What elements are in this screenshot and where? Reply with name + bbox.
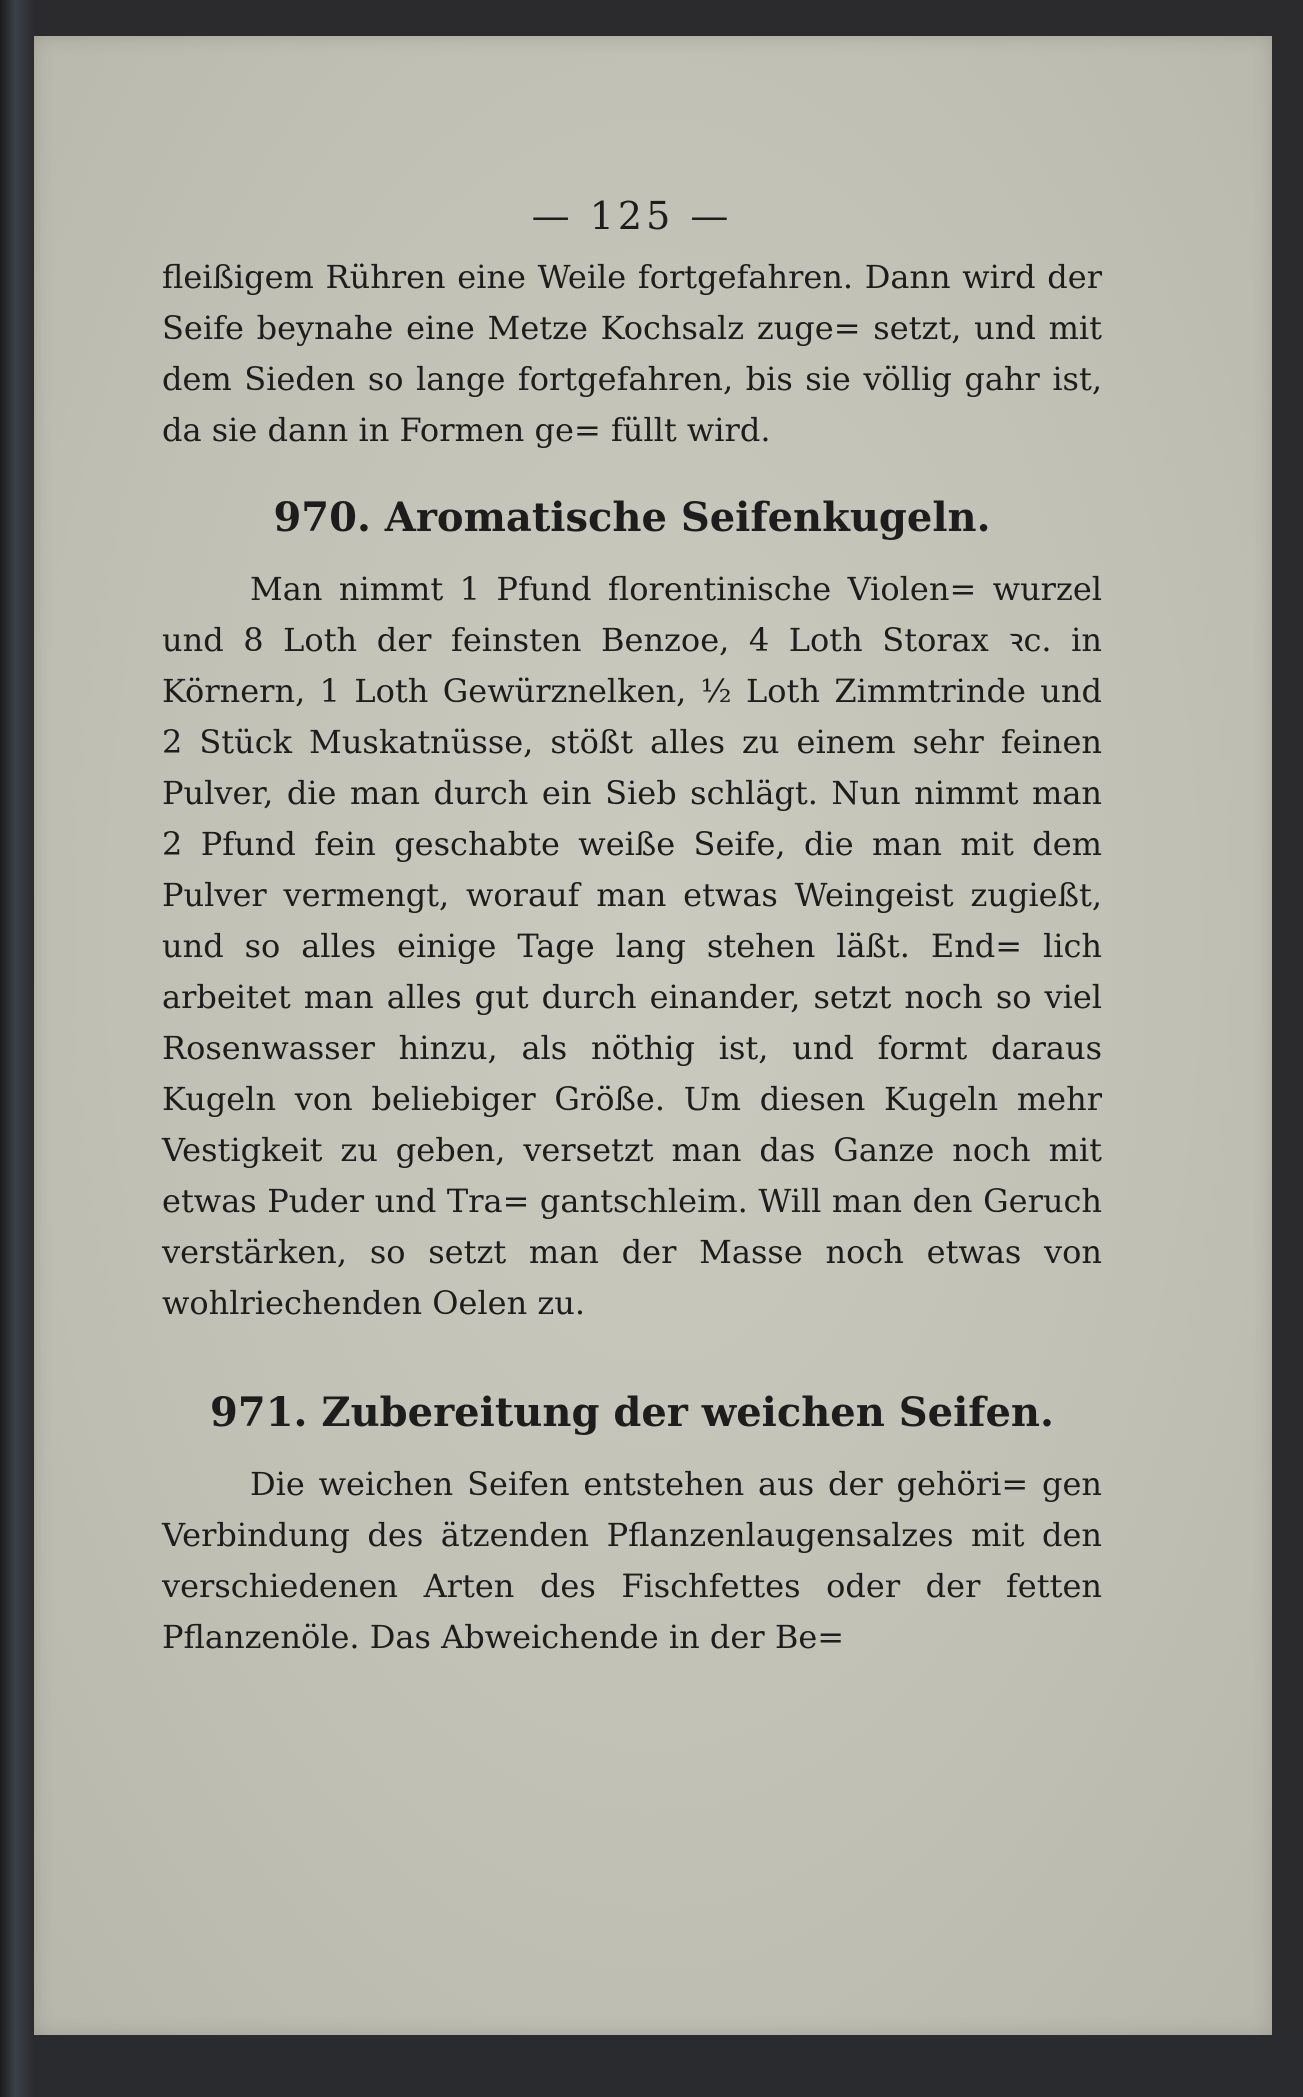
- page-number: — 125 —: [531, 194, 733, 238]
- section-heading-971: 971. Zubereitung der weichen Seifen.: [210, 1389, 1054, 1436]
- paragraph-continued: fleißigem Rühren eine Weile fortgefahren. Dann wird der Seife beynahe eine Metze Kochsalz zuge= setzt, und mit dem Sieden so lange fortgefahren, bis sie völlig gahr ist, da sie dann in Formen ge= füllt wird.: [162, 258, 1102, 449]
- background-bottom: [34, 2035, 1303, 2097]
- section-heading-970: 970. Aromatische Seifenkugeln.: [273, 494, 991, 541]
- paragraph-971: Die weichen Seifen entstehen aus der gehöri= gen Verbindung des ätzenden Pflanzenlaugensalzes mit den verschiedenen Arten des Fischfettes oder der fetten Pflanzenöle. Das Abweichende in der Be=: [162, 1465, 1102, 1656]
- book-page: [34, 36, 1272, 2035]
- book-spine-edge: [0, 0, 34, 2097]
- page-text: [162, 186, 1102, 1663]
- paragraph-970: Man nimmt 1 Pfund florentinische Violen= wurzel und 8 Loth der feinsten Benzoe, 4 Loth Storax ꝛc. in Körnern, 1 Loth Gewürznelken, ½ Loth Zimmtrinde und 2 Stück Muskatnüsse, stößt alles zu einem sehr feinen Pulver, die man durch ein Sieb schlägt. Nun nimmt man 2 Pfund fein geschabte weiße Seife, die man mit dem Pulver vermengt, worauf man etwas Weingeist zugießt, und so alles einige Tage lang stehen läßt. End= lich arbeitet man alles gut durch einander, setzt noch so viel Rosenwasser hinzu, als nöthig ist, und formt daraus Kugeln von beliebiger Größe. Um diesen Kugeln mehr Vestigkeit zu geben, versetzt man das Ganze noch mit etwas Puder und Tra= gantschleim. Will man den Geruch verstärken, so setzt man der Masse noch etwas von wohlriechenden Oelen zu.: [162, 570, 1102, 1322]
